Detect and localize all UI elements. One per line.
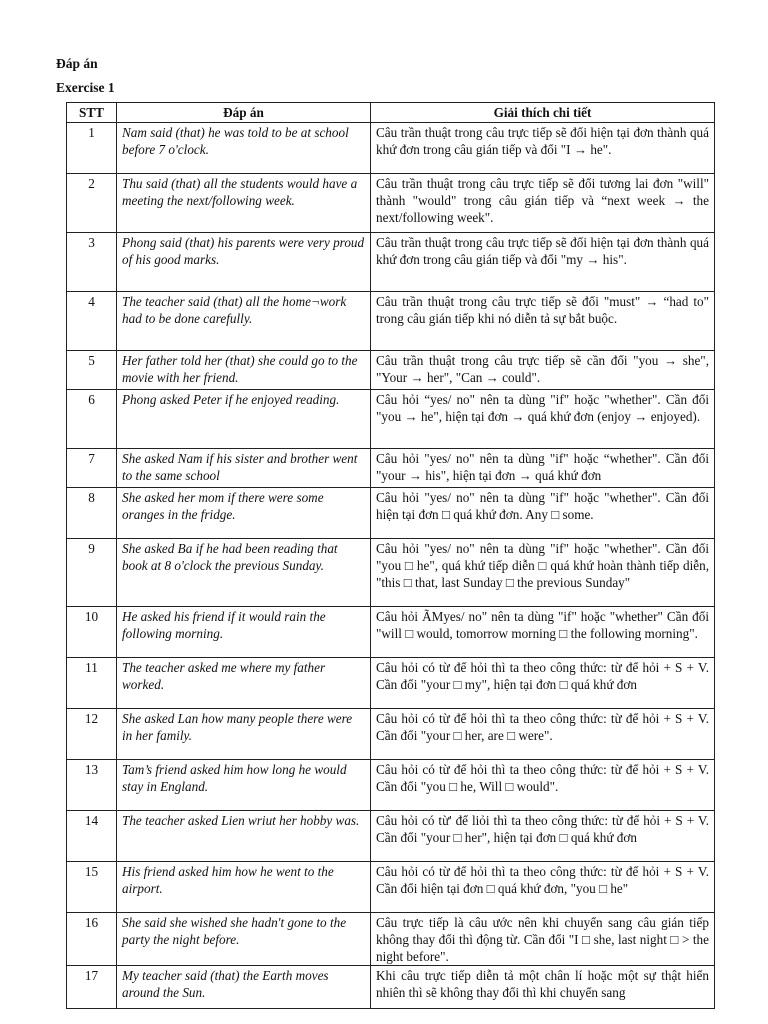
answer-heading: Đáp án [56,56,98,71]
explanation-cell: Câu hỏi ÃMyes/ no" nên ta dùng "if" hoặc "whether" Cần đổi "will □ would, tomorrow morning □ the following morning". [371,607,715,658]
explanation-cell: Câu trần thuật trong câu trực tiếp sẽ đổi tương lai đơn "will" thành "would" trong câu gián tiếp và “next week → the next/following week". [371,174,715,233]
table-row [67,351,715,390]
explanation-cell: Câu trần thuật trong câu trực tiếp sẽ đổi hiện tại đơn thành quá khứ đơn trong câu gián tiếp và đổi "I → he". [371,123,715,174]
row-number: 6 [67,390,117,449]
explanation-cell: Câu trần thuật trong câu trực tiếp sẽ đổi "must" → “had to" trong câu gián tiếp khi nó diễn tả sự bắt buộc. [371,292,715,351]
answer-cell: She said she wished she hadn't gone to the party the night before. [117,913,371,966]
exercise-title: Exercise 1 [56,80,115,95]
table-row [67,607,715,658]
row-number: 14 [67,811,117,862]
explanation-cell: Câu hỏi "yes/ no" nên ta dùng "if" hoặc “whether". Cần đổi "your → his", hiện tại đơn → quá khứ đơn [371,449,715,488]
table-row [67,292,715,351]
row-number: 16 [67,913,117,966]
explanation-cell: Câu trần thuật trong câu trực tiếp sẽ cần đổi "you → she", "Your → her", "Can → could". [371,351,715,390]
answer-table [66,102,715,1009]
explanation-cell: Câu hỏi có từ để hỏi thì ta theo công thức: từ để hỏi + S + V. Cần đổi "your □ her, are □ were". [371,709,715,760]
row-number: 7 [67,449,117,488]
explanation-cell: Câu hỏi "yes/ no" nên ta dùng "if" hoặc "whether". Cần đổi "you □ he", quá khứ tiếp diễn □ quá khứ hoàn thành tiếp diễn, "this □ that, last Sunday □ the previous Sunday" [371,539,715,607]
table-row [67,123,715,174]
row-number: 1 [67,123,117,174]
table-row [67,811,715,862]
table-row [67,233,715,292]
answer-cell: My teacher said (that) the Earth moves around the Sun. [117,966,371,1009]
explanation-cell: Câu trực tiếp là câu ước nên khi chuyển sang câu gián tiếp không thay đổi thì động từ. Cần đổi "I □ she, last night □ > the night before". [371,913,715,966]
row-number: 15 [67,862,117,913]
answer-cell: The teacher asked me where my father worked. [117,658,371,709]
explanation-cell: Câu hỏi "yes/ no" nên ta dùng "if" hoặc "whether". Cần đổi hiện tại đơn □ quá khứ đơn. Any □ some. [371,488,715,539]
answer-cell: The teacher said (that) all the home¬work had to be done carefully. [117,292,371,351]
table-row [67,966,715,1009]
header-answer: Đáp án [117,103,371,123]
table-row [67,390,715,449]
explanation-cell: Câu hỏi có từ' để liỏi thì ta theo công thức: từ để hỏi + S + V. Cần đổi "your □ her", hiện tại đơn □ quá khứ đơn [371,811,715,862]
table-row [67,539,715,607]
row-number: 4 [67,292,117,351]
row-number: 10 [67,607,117,658]
table-row [67,488,715,539]
answer-cell: The teacher asked Lien wriut her hobby was. [117,811,371,862]
answer-cell: She asked her mom if there were some oranges in the fridge. [117,488,371,539]
table-row [67,760,715,811]
answer-cell: Thu said (that) all the students would have a meeting the next/following week. [117,174,371,233]
explanation-cell: Khi câu trực tiếp diễn tả một chân lí hoặc một sự thật hiển nhiên thì sẽ không thay đổi thì khi chuyển sang [371,966,715,1009]
table-row [67,449,715,488]
answer-cell: He asked his friend if it would rain the following morning. [117,607,371,658]
row-number: 2 [67,174,117,233]
explanation-cell: Câu hỏi “yes/ no" nên ta dùng "if" hoặc "whether". Cần đổi "you → he", hiện tại đơn → quá khứ đơn (enjoy → enjoyed). [371,390,715,449]
answer-cell: Tam’s friend asked him how long he would stay in England. [117,760,371,811]
table-row [67,709,715,760]
table-header-row [67,103,715,123]
row-number: 3 [67,233,117,292]
answer-cell: Phong asked Peter if he enjoyed reading. [117,390,371,449]
row-number: 13 [67,760,117,811]
row-number: 11 [67,658,117,709]
answer-cell: His friend asked him how he went to the airport. [117,862,371,913]
table-row [67,862,715,913]
header-explanation: Giải thích chi tiết [371,103,715,123]
explanation-cell: Câu hỏi có từ để hỏi thì ta theo công thức: từ để hỏi + S + V. Cần đổi "you □ he, Will □ would". [371,760,715,811]
table-row [67,913,715,966]
explanation-cell: Câu hỏi có từ để hỏi thì ta theo công thức: từ để hỏi + S + V. Cần đổi "your □ my", hiện tại đơn □ quá khứ đơn [371,658,715,709]
header-stt: STT [67,103,117,123]
row-number: 12 [67,709,117,760]
answer-cell: She asked Nam if his sister and brother went to the same school [117,449,371,488]
explanation-cell: Câu trần thuật trong câu trực tiếp sẽ đổi hiện tại đơn thành quá khứ đơn trong câu gián tiếp và đổi "my → his". [371,233,715,292]
row-number: 17 [67,966,117,1009]
answer-cell: Phong said (that) his parents were very proud of his good marks. [117,233,371,292]
answer-cell: Nam said (that) he was told to be at school before 7 o'clock. [117,123,371,174]
explanation-cell: Câu hỏi có từ để hỏi thì ta theo công thức: từ để hỏi + S + V. Cần đổi hiện tại đơn □ quá khứ đơn, "you □ he" [371,862,715,913]
row-number: 5 [67,351,117,390]
answer-cell: She asked Ba if he had been reading that book at 8 o'clock the previous Sunday. [117,539,371,607]
row-number: 8 [67,488,117,539]
answer-cell: Her father told her (that) she could go to the movie with her friend. [117,351,371,390]
answer-cell: She asked Lan how many people there were in her family. [117,709,371,760]
table-row [67,658,715,709]
row-number: 9 [67,539,117,607]
table-row [67,174,715,233]
